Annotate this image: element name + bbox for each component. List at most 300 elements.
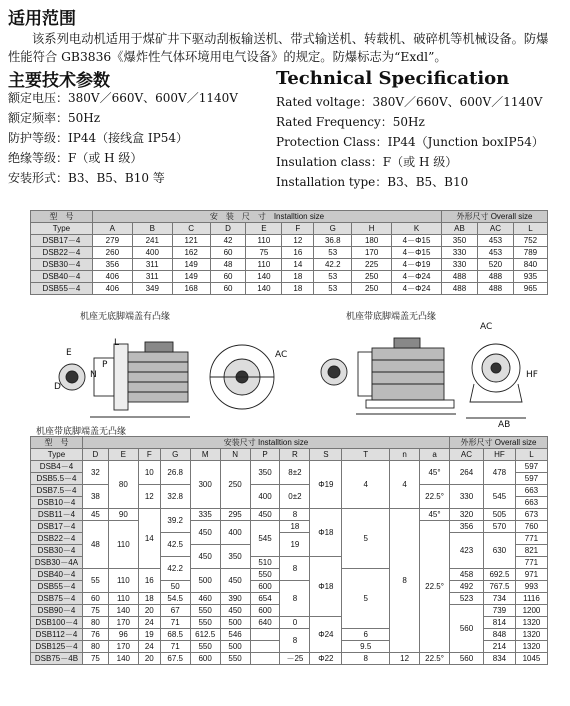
spec-cn-line: 额定电压：380V／660V、600V／1140V [8, 91, 238, 105]
table1-cell: 60 [210, 271, 246, 283]
table2-cell: 505 [483, 508, 515, 520]
spec-en-line: Protection Class：IP44（Junction boxIP54） [276, 135, 544, 149]
table2-type-cell: DSB30－4 [31, 544, 83, 556]
table2-cell: 75 [82, 652, 108, 664]
table2-col-header: D [82, 449, 108, 461]
table2-cell: 0 [280, 616, 310, 628]
spec-en-line: Installation type：B3、B5、B10 [276, 175, 469, 189]
table2-cell: 8 [280, 508, 310, 520]
label-ab: AB [498, 420, 511, 430]
table2-cell: 9.5 [342, 640, 390, 652]
label-e: E [66, 348, 72, 358]
table2-cell-empty [250, 640, 280, 652]
table2-type-cell: DSB100－4 [31, 616, 83, 628]
table2-col-header: n [390, 449, 420, 461]
table2-cell: 663 [515, 484, 547, 496]
table1-col-header: C [172, 223, 210, 235]
table1-type-en: Type [31, 223, 93, 235]
table2-cell: 32 [82, 460, 108, 484]
table2-cell: 993 [515, 580, 547, 592]
table2-cell: 48 [82, 520, 108, 568]
table2-cell: 90 [108, 508, 138, 520]
table2-col-header: HF [483, 449, 515, 461]
table2-cell: 390 [220, 592, 250, 604]
table2-cell: 600 [250, 604, 280, 616]
table2-cell: 19 [280, 532, 310, 556]
table2-cell: 550 [190, 616, 220, 628]
table2-type-en: Type [31, 449, 83, 461]
table2-cell: 597 [515, 472, 547, 484]
table2-column-row [31, 449, 548, 461]
table2-cell: 67.5 [160, 652, 190, 664]
table2-cell: 4 [390, 460, 420, 508]
table1-cell: 4－Φ15 [392, 235, 442, 247]
table1-cell: 453 [477, 247, 513, 259]
table2-cell: 300 [190, 460, 220, 508]
table2-cell: 673 [515, 508, 547, 520]
label-p: P [102, 360, 108, 370]
table2-cell: 500 [220, 640, 250, 652]
table1-col-header: D [210, 223, 246, 235]
table2-cell: 500 [220, 616, 250, 628]
table1-cell: 350 [442, 235, 478, 247]
table1-cell: 53 [314, 247, 352, 259]
table2-type-cell: DSB112－4 [31, 628, 83, 640]
table1-cell: 18 [282, 283, 314, 295]
table2-cell: 264 [450, 460, 484, 484]
table2-cell: 350 [250, 460, 280, 484]
table2-header-row [31, 437, 548, 449]
table2-cell: 523 [450, 592, 484, 604]
table2-cell: 492 [450, 580, 484, 592]
table2-cell: 140 [108, 604, 138, 616]
table2-cell: 5 [342, 568, 390, 628]
table1-cell: 170 [352, 247, 392, 259]
table2-cell: 450 [190, 520, 220, 544]
table2-cell: 20 [138, 604, 160, 616]
table2-cell: 821 [515, 544, 547, 556]
table2-cell: 550 [190, 604, 220, 616]
table2-cell: 1320 [515, 616, 547, 628]
table2-col-header: G [160, 449, 190, 461]
table2-cell: 771 [515, 556, 547, 568]
table2-cell: 450 [220, 568, 250, 592]
table2-cell: 814 [483, 616, 515, 628]
table2-cell: 771 [515, 532, 547, 544]
table1-col-header: AB [442, 223, 478, 235]
table2-cell: 110 [108, 568, 138, 592]
table2-cell: 110 [108, 592, 138, 604]
table2-cell: 8±2 [280, 460, 310, 484]
table2-cell: 545 [483, 484, 515, 508]
table1-col-header: G [314, 223, 352, 235]
table2-cell: Φ24 [310, 616, 342, 652]
table1-type-cell: DSB40－4 [31, 271, 93, 283]
table1-cell: 140 [246, 283, 282, 295]
table2-cell: 32.8 [160, 484, 190, 508]
table2-cell: 545 [250, 520, 280, 556]
table2-type-cell: DSB75－4 [31, 592, 83, 604]
table1-cell: 4－Φ24 [392, 283, 442, 295]
table2-cell: 80 [82, 616, 108, 628]
table1-type-cell: DSB22－4 [31, 247, 93, 259]
spec-en-line: Insulation class：F（或 H 级） [276, 155, 458, 169]
table2-col-header: N [220, 449, 250, 461]
table2-cell: 834 [483, 652, 515, 664]
table1-cell: 356 [92, 259, 132, 271]
table1-cell: 53 [314, 283, 352, 295]
spec-en-title: Technical Specification [276, 68, 510, 89]
table2-cell: 546 [220, 628, 250, 640]
table1-cell: 488 [442, 271, 478, 283]
table1-cell: 241 [132, 235, 172, 247]
table2-cell: 71 [160, 640, 190, 652]
dimension-table-1 [30, 210, 548, 295]
table2-type-cell: DSB10－4 [31, 496, 83, 508]
table2-cell: 45° [420, 508, 450, 520]
dimension-table-2 [30, 436, 548, 665]
spec-cn-line: 防护等级：IP44（接线盒 IP54） [8, 131, 188, 145]
table2-cell: 38 [82, 484, 108, 508]
table1-cell: 162 [172, 247, 210, 259]
table2-cell: 22.5° [420, 520, 450, 652]
table2-cell: 26.8 [160, 460, 190, 484]
caption-left: 机座无底脚端盖有凸缘 [80, 312, 171, 322]
table1-col-header: F [282, 223, 314, 235]
spec-cn-title: 主要技术参数 [8, 71, 110, 91]
table2-cell: 350 [220, 544, 250, 568]
table2-cell: 80 [108, 460, 138, 508]
label-ac: AC [275, 350, 288, 360]
table2-cell: 22.5° [420, 652, 450, 664]
table2-col-header: S [310, 449, 342, 461]
table2-cell: 54.5 [160, 592, 190, 604]
table2-cell: 75 [82, 604, 108, 616]
table2-cell: 550 [250, 568, 280, 580]
label-d: D [54, 382, 61, 392]
table2-cell: 5 [342, 508, 390, 568]
table1-cell: 14 [282, 259, 314, 271]
table2-cell: 570 [483, 520, 515, 532]
table1-col-header: L [513, 223, 547, 235]
table2-row [31, 652, 548, 664]
table2-cell: 560 [450, 652, 484, 664]
table2-type-cell: DSB125－4 [31, 640, 83, 652]
table2-cell: 330 [450, 484, 484, 508]
table1-cell: 400 [132, 247, 172, 259]
table2-cell: 140 [108, 652, 138, 664]
table2-cell: 612.5 [190, 628, 220, 640]
table2-cell: －25 [280, 652, 310, 664]
table2-type-cell: DSB7.5－4 [31, 484, 83, 496]
table2-cell: Φ19 [310, 460, 342, 508]
table2-cell: 760 [515, 520, 547, 532]
table2-cell: 6 [342, 628, 390, 640]
table1-cell: 12 [282, 235, 314, 247]
table2-type-cell: DSB5.5－4 [31, 472, 83, 484]
table2-col-header: L [515, 449, 547, 461]
table1-row [31, 283, 548, 295]
table1-cell: 75 [246, 247, 282, 259]
table2-cell: 55 [82, 568, 108, 592]
table2-cell: 550 [190, 640, 220, 652]
table2-col-header: E [108, 449, 138, 461]
table2-cell: Φ18 [310, 508, 342, 556]
table1-type-cell: DSB30－4 [31, 259, 93, 271]
table2-row [31, 460, 548, 472]
table2-cell: 80 [82, 640, 108, 652]
caption-right: 机座带底脚端盖无凸缘 [346, 312, 437, 322]
spec-cn-line: 安装形式：B3、B5、B10 等 [8, 171, 165, 185]
table2-cell: 640 [250, 616, 280, 628]
table2-row [31, 484, 548, 496]
table1-cell: 453 [477, 235, 513, 247]
table2-cell: 478 [483, 460, 515, 484]
table1-install-header: 安 装 尺 寸 Installtion size [92, 211, 441, 223]
table2-cell: 597 [515, 460, 547, 472]
table1-col-header: B [132, 223, 172, 235]
table2-type-header: 型 号 [31, 437, 83, 449]
table2-cell: 8 [390, 508, 420, 652]
table2-cell: 500 [190, 568, 220, 592]
table1-cell: 488 [442, 283, 478, 295]
table2-cell: 250 [220, 460, 250, 508]
table2-cell: 971 [515, 568, 547, 580]
table1-cell: 53 [314, 271, 352, 283]
table1-cell: 279 [92, 235, 132, 247]
table1-header-row [31, 211, 548, 223]
table2-cell: 550 [220, 652, 250, 664]
table2-cell: 356 [450, 520, 484, 532]
table2-col-header: R [280, 449, 310, 461]
table2-type-cell: DSB17－4 [31, 520, 83, 532]
table2-cell: 8 [280, 556, 310, 580]
table2-cell: 654 [250, 592, 280, 604]
table2-cell: 848 [483, 628, 515, 640]
table2-cell: 320 [450, 508, 484, 520]
table1-cell: 260 [92, 247, 132, 259]
table1-cell: 406 [92, 271, 132, 283]
table2-cell: 60 [82, 592, 108, 604]
table1-cell: 330 [442, 247, 478, 259]
table2-col-header: AC [450, 449, 484, 461]
table1-cell: 311 [132, 259, 172, 271]
table2-cell: 50 [160, 580, 190, 592]
table1-cell: 149 [172, 259, 210, 271]
table1-type-cell: DSB55－4 [31, 283, 93, 295]
table2-type-cell: DSB4－4 [31, 460, 83, 472]
table2-type-cell: DSB22－4 [31, 532, 83, 544]
table2-cell: 18 [280, 520, 310, 532]
table2-type-cell: DSB30－4A [31, 556, 83, 568]
table2-overall-header: 外形尺寸 Overall size [450, 437, 548, 449]
table2-cell: 39.2 [160, 508, 190, 532]
table1-cell: 935 [513, 271, 547, 283]
table1-cell: 168 [172, 283, 210, 295]
table1-col-header: K [392, 223, 442, 235]
scope-text: 该系列电动机适用于煤矿井下驱动刮板输送机、带式输送机、转载机、破碎机等机械设备。防爆性能符合 GB3836《爆炸性气体环境用电气设备》的规定。防爆标志为“Exdl”。 [8, 32, 549, 64]
table2-cell: 45 [82, 508, 108, 520]
table1-cell: 488 [477, 271, 513, 283]
table2-cell: Φ22 [310, 652, 342, 664]
table2-cell: 1116 [515, 592, 547, 604]
table2-row [31, 520, 548, 532]
table2-cell: 510 [250, 556, 280, 568]
table2-cell: 692.5 [483, 568, 515, 580]
table2-col-header: F [138, 449, 160, 461]
table2-cell: 458 [450, 568, 484, 580]
table2-cell: 460 [190, 592, 220, 604]
table1-cell: 752 [513, 235, 547, 247]
table1-type-cell: DSB17－4 [31, 235, 93, 247]
table2-cell: 16 [138, 568, 160, 592]
table1-cell: 180 [352, 235, 392, 247]
scope-title: 适用范围 [8, 9, 76, 29]
label-hf: HF [526, 370, 538, 380]
motor-drawing-right [306, 322, 546, 432]
table2-cell: 734 [483, 592, 515, 604]
table2-cell: 170 [108, 616, 138, 628]
table2-cell-empty [250, 652, 280, 664]
table2-cell: 560 [450, 604, 484, 652]
table2-cell: 96 [108, 628, 138, 640]
table1-cell: 60 [210, 283, 246, 295]
label-ac-right: AC [480, 322, 493, 332]
table2-install-header: 安装尺寸 Installtion size [82, 437, 449, 449]
spec-en-line: Rated Frequency：50Hz [276, 115, 425, 129]
table1-cell: 965 [513, 283, 547, 295]
table2-cell: 8 [280, 580, 310, 616]
table2-type-cell: DSB55－4 [31, 580, 83, 592]
table2-cell: 24 [138, 616, 160, 628]
table2-cell: 8 [280, 628, 310, 652]
table2-cell: 1200 [515, 604, 547, 616]
table2-cell: 19 [138, 628, 160, 640]
table1-cell: 42.2 [314, 259, 352, 271]
table1-col-header: A [92, 223, 132, 235]
spec-cn-list [8, 88, 238, 188]
table2-cell: 450 [250, 508, 280, 520]
table1-row [31, 235, 548, 247]
table2-cell: 10 [138, 460, 160, 484]
label-l: L [114, 338, 120, 348]
table1-cell: 60 [210, 247, 246, 259]
table2-cell: 76 [82, 628, 108, 640]
table2-cell: 67 [160, 604, 190, 616]
table2-cell: 42.2 [160, 556, 190, 580]
table2-cell-empty [250, 628, 280, 640]
table2-cell: 450 [190, 544, 220, 568]
table2-cell: 71 [160, 616, 190, 628]
table2-cell: 400 [250, 484, 280, 508]
table2-type-cell: DSB90－4 [31, 604, 83, 616]
table1-cell: 250 [352, 271, 392, 283]
table1-cell: 789 [513, 247, 547, 259]
table2-type-cell: DSB11－4 [31, 508, 83, 520]
caption-table2: 机座带底脚端盖无凸缘 [36, 427, 127, 437]
table2-cell: 12 [390, 652, 420, 664]
table2-cell: 68.5 [160, 628, 190, 640]
spec-en-list [276, 92, 544, 192]
table1-col-header: AC [477, 223, 513, 235]
table1-cell: 840 [513, 259, 547, 271]
table2-cell: 295 [220, 508, 250, 520]
table2-cell: 1045 [515, 652, 547, 664]
table2-cell: 8 [342, 652, 390, 664]
table2-cell: 24 [138, 640, 160, 652]
motor-drawing-left [50, 322, 290, 432]
table2-cell: 12 [138, 484, 160, 508]
table2-cell: Φ18 [310, 556, 342, 616]
table1-column-row [31, 223, 548, 235]
label-n: N [90, 370, 97, 380]
table2-cell: 663 [515, 496, 547, 508]
table1-cell: 4－Φ24 [392, 271, 442, 283]
table2-cell: 214 [483, 640, 515, 652]
table1-type-header: 型 号 [31, 211, 93, 223]
table1-cell: 36.8 [314, 235, 352, 247]
table2-cell: 1320 [515, 628, 547, 640]
table2-col-header: P [250, 449, 280, 461]
table1-cell: 140 [246, 271, 282, 283]
table2-cell: 45° [420, 460, 450, 484]
table2-cell: 423 [450, 532, 484, 568]
table2-cell: 42.5 [160, 532, 190, 556]
table1-cell: 520 [477, 259, 513, 271]
table2-cell: 600 [190, 652, 220, 664]
table2-cell: 335 [190, 508, 220, 520]
table2-cell: 630 [483, 532, 515, 568]
table2-cell: 110 [108, 520, 138, 568]
table2-cell: 450 [220, 604, 250, 616]
table2-cell: 767.5 [483, 580, 515, 592]
table2-col-header: M [190, 449, 220, 461]
table1-cell: 225 [352, 259, 392, 271]
table1-cell: 110 [246, 259, 282, 271]
table2-cell: 400 [220, 520, 250, 544]
table1-cell: 18 [282, 271, 314, 283]
table1-cell: 4－Φ19 [392, 259, 442, 271]
spec-en-line: Rated voltage：380V／660V、600V／1140V [276, 95, 543, 109]
table1-cell: 406 [92, 283, 132, 295]
spec-cn-line: 额定频率：50Hz [8, 111, 101, 125]
table1-cell: 48 [210, 259, 246, 271]
table2-cell: 4 [342, 460, 390, 508]
spec-cn-line: 绝缘等级：F（或 H 级） [8, 151, 143, 165]
table1-cell: 16 [282, 247, 314, 259]
table2-type-cell: DSB75－4B [31, 652, 83, 664]
table1-col-header: E [246, 223, 282, 235]
table1-cell: 110 [246, 235, 282, 247]
table2-row [31, 508, 548, 520]
table2-cell: 20 [138, 652, 160, 664]
table2-col-header: a [420, 449, 450, 461]
table2-cell: 170 [108, 640, 138, 652]
table2-cell: 22.5° [420, 484, 450, 508]
table1-cell: 488 [477, 283, 513, 295]
table1-cell: 42 [210, 235, 246, 247]
table1-cell: 330 [442, 259, 478, 271]
table1-row [31, 247, 548, 259]
table1-overall-header: 外形尺寸 Overall size [442, 211, 548, 223]
table1-row [31, 271, 548, 283]
table2-cell: 14 [138, 508, 160, 568]
table1-cell: 311 [132, 271, 172, 283]
table2-type-cell: DSB40－4 [31, 568, 83, 580]
table1-cell: 250 [352, 283, 392, 295]
table2-cell: 739 [483, 604, 515, 616]
table2-cell: 0±2 [280, 484, 310, 508]
